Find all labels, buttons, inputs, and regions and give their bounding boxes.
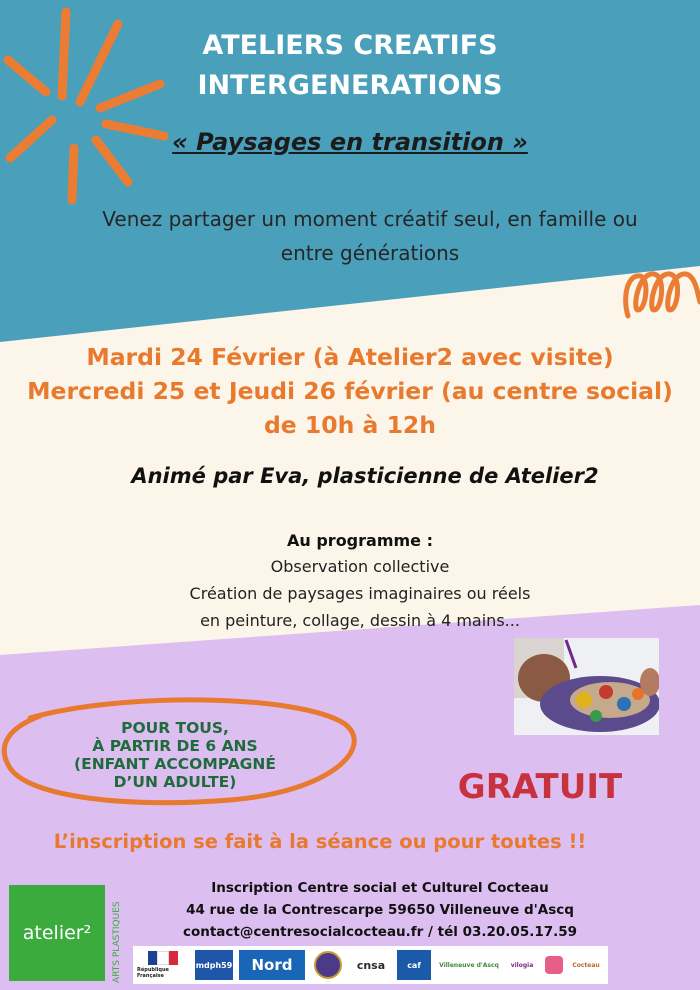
mdph59-logo: mdph59 (195, 950, 233, 980)
emblem-logo (311, 950, 345, 980)
subtitle: « Paysages en transition » (172, 128, 528, 156)
dates-block (0, 340, 700, 442)
intro-line-2: entre générations (280, 241, 460, 265)
atelier2-logo-text: atelier² (22, 922, 92, 944)
contact-line-1: Inscription Centre social et Culturel Cocteau (211, 880, 549, 896)
program-item: Création de paysages imaginaires ou réels (189, 584, 531, 603)
price-label: GRATUIT (457, 767, 623, 807)
title-line-1: ATELIERS CREATIFS (202, 30, 498, 61)
sponsor-logos-bar (133, 946, 608, 984)
contact-email-phone: contact@centresocialcocteau.fr / tél 03.20.05.17.59 (182, 924, 578, 940)
program-item: en peinture, collage, dessin à 4 mains... (200, 611, 520, 630)
audience-text (40, 719, 310, 791)
time-line: de 10h à 12h (263, 411, 437, 439)
cocteau-logo: Cocteau (572, 961, 600, 969)
program-title: Au programme : (287, 531, 433, 550)
festival-logo (543, 950, 565, 980)
villeneuve-dascq-logo: Villeneuve d'Ascq (439, 961, 499, 969)
arts-plastiques-label (106, 885, 124, 985)
registration-note: L’inscription se fait à la séance ou pour toutes !! (53, 830, 587, 853)
audience-line-1: POUR TOUS, (121, 719, 229, 737)
title-line-2: INTERGENERATIONS (197, 70, 503, 101)
animator-text: Animé par Eva, plasticienne de Atelier2 (131, 464, 599, 488)
audience-line-3: (ENFANT ACCOMPAGNÉ (74, 755, 276, 773)
nord-logo: Nord (239, 950, 305, 980)
date-line-1: Mardi 24 Février (à Atelier2 avec visite) (86, 343, 614, 371)
squiggle-decoration (620, 266, 700, 328)
vilogia-logo: vilogia (510, 961, 534, 969)
caf-logo: caf (397, 950, 431, 980)
contact-address: 44 rue de la Contrescarpe 59650 Villeneuve d'Ascq (186, 902, 574, 918)
audience-line-4: D’UN ADULTE) (113, 773, 237, 791)
audience-line-2: À PARTIR DE 6 ANS (92, 737, 258, 755)
intro-line-1: Venez partager un moment créatif seul, en famille ou (102, 207, 638, 231)
program-item: Observation collective (270, 557, 450, 576)
contact-block (150, 877, 610, 943)
intro-text (70, 202, 670, 270)
cnsa-logo: cnsa (356, 958, 386, 972)
page-title (0, 26, 700, 106)
svg-text:ARTS PLASTIQUES: ARTS PLASTIQUES (112, 901, 122, 983)
republique-francaise-logo: République Française (137, 950, 189, 980)
painting-palette-photo (514, 638, 659, 735)
date-line-2: Mercredi 25 et Jeudi 26 février (au centre social) (27, 377, 673, 405)
